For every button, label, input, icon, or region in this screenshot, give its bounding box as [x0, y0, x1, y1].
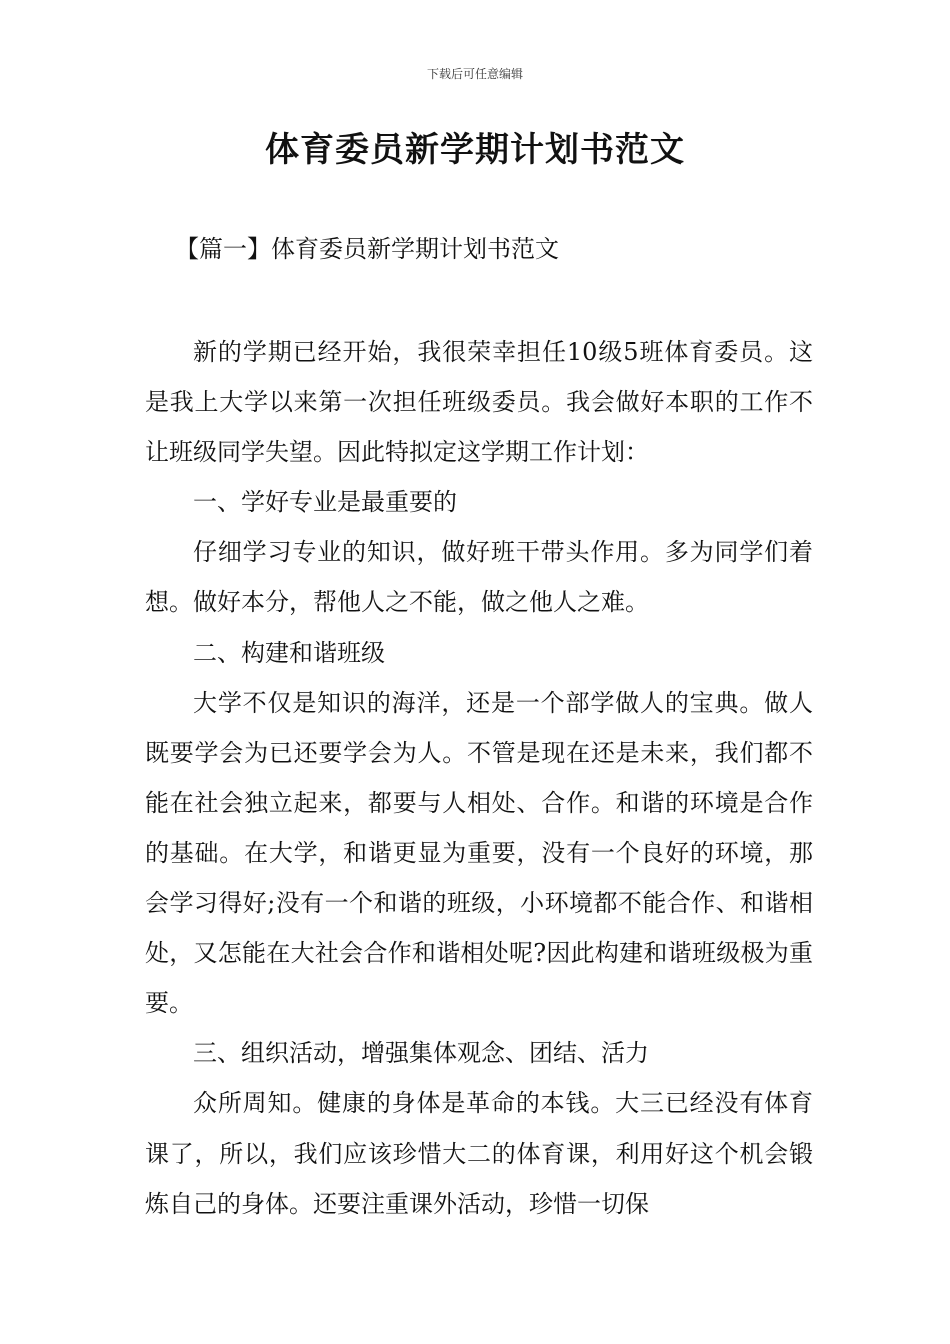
paragraph-point-3-heading: 三、组织活动，增强集体观念、团结、活力 — [193, 1039, 649, 1068]
paragraph-intro: 新的学期已经开始，我很荣幸担任10级5班体育委员。这是我上大学以来第一次担任班级委员。我会做好本职的工作不让班级同学失望。因此特拟定这学期工作计划： — [145, 338, 813, 467]
section-heading: 【篇一】体育委员新学期计划书范文 — [175, 235, 559, 263]
paragraph-point-3-body: 众所周知。健康的身体是革命的本钱。大三已经没有体育课了，所以，我们应该珍惜大二的体育课，利用好这个机会锻炼自己的身体。还要注重课外活动，珍惜一切保 — [145, 1089, 813, 1218]
document-title: 体育委员新学期计划书范文 — [265, 130, 685, 170]
document-body — [145, 327, 813, 1229]
paragraph-point-1-heading: 一、学好专业是最重要的 — [193, 488, 457, 517]
paragraph-point-1-body: 仔细学习专业的知识，做好班干带头作用。多为同学们着想。做好本分，帮他人之不能，做之他人之难。 — [145, 538, 813, 617]
page-header-note: 下载后可任意编辑 — [426, 67, 523, 81]
paragraph-point-2-heading: 二、构建和谐班级 — [193, 638, 385, 667]
paragraph-point-2-body: 大学不仅是知识的海洋，还是一个部学做人的宝典。做人既要学会为已还要学会为人。不管是现在还是未来，我们都不能在社会独立起来，都要与人相处、合作。和谐的环境是合作的基础。在大学，和谐更显为重要，没有一个良好的环境，那会学习得好;没有一个和谐的班级，小环境都不能合作、和谐相处，又怎能在大社会合作和谐相处呢?因此构建和谐班级极为重要。 — [145, 688, 813, 1018]
